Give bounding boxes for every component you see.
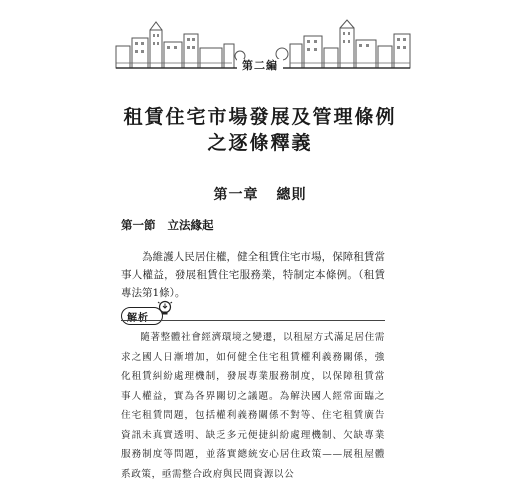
- chapter-heading: [0, 184, 520, 204]
- page-header-illustration: [0, 0, 520, 78]
- section-name: 立法緣起: [167, 218, 214, 232]
- part-label: 第二編: [0, 57, 520, 73]
- article-text: [121, 248, 385, 302]
- analysis-divider: [121, 320, 385, 321]
- lightbulb-icon: [157, 300, 173, 318]
- section-number: 第一節: [121, 218, 156, 232]
- section-heading: [121, 217, 214, 233]
- badge-label: 解析: [127, 313, 149, 324]
- chapter-number: 第一章: [213, 187, 259, 203]
- article-paragraph: 為維護人民居住權，健全租賃住宅市場，保障租賃當事人權益，發展租賃住宅服務業，特制定本條例。（租賃專法第1條）。: [121, 251, 385, 299]
- page-title-line-2: 之逐條釋義: [207, 132, 313, 154]
- analysis-paragraph: 隨著整體社會經濟環境之變遷，以租屋方式滿足居住需求之國人日漸增加，如何健全住宅租賃權利義務關係，強化租賃糾紛處理機制，發展專業服務制度，以保障租賃當事人權益，實為各界關切之議題。為解決國人經常面臨之住宅租賃問題，包括權利義務關係不對等、住宅租賃廣告資訊未真實透明、缺乏多元便捷糾紛處理機制、欠缺專業服務制度等問題，並落實總統安心居住政策——展租屋體系政策，亟需整合政府與民間資源以公: [121, 332, 385, 480]
- page-title-line-1: 租賃住宅市場發展及管理條例: [123, 106, 397, 128]
- analysis-text: [121, 328, 385, 484]
- chapter-name: 總則: [276, 187, 307, 203]
